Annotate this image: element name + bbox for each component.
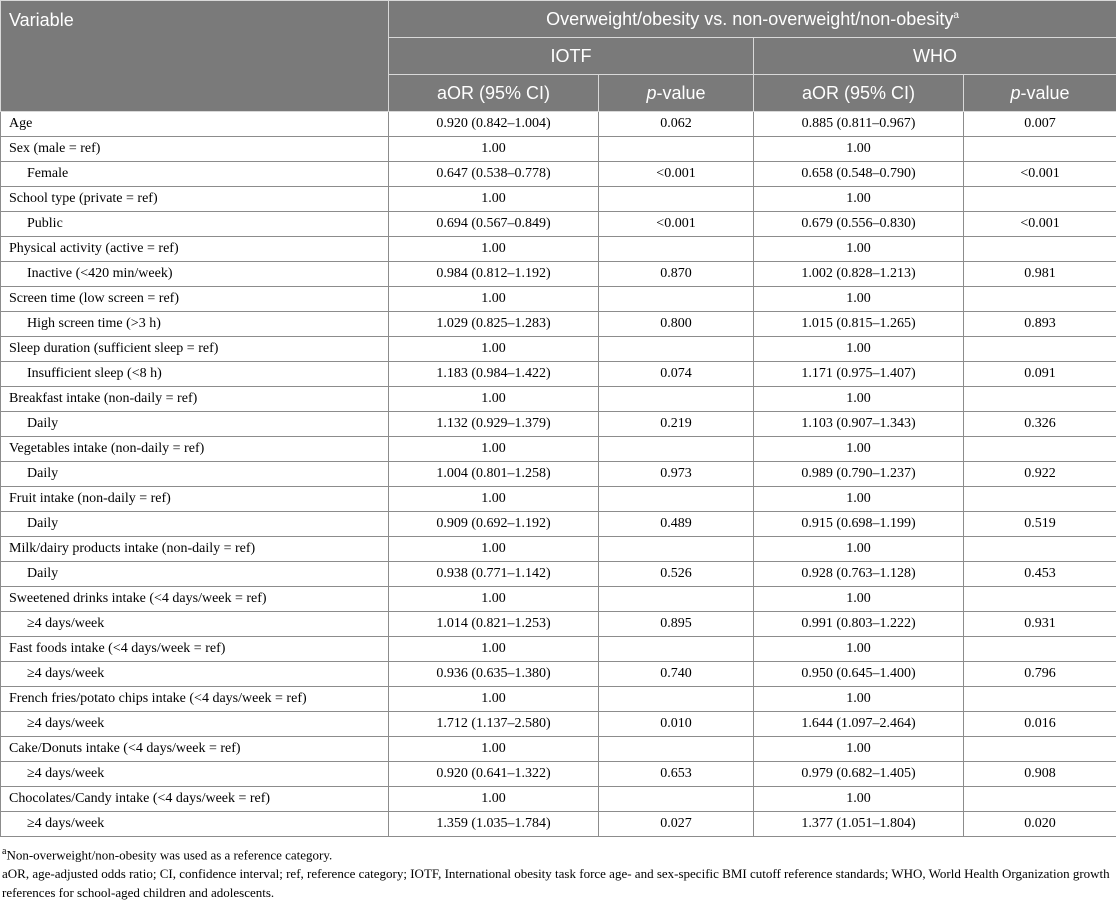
iotf-aor-cell: 1.00	[389, 437, 599, 462]
table-body	[1, 112, 1116, 837]
row-label: French fries/potato chips intake (<4 days/week = ref)	[1, 687, 389, 712]
row-label: Fast foods intake (<4 days/week = ref)	[1, 637, 389, 662]
who-aor-cell: 1.00	[754, 137, 964, 162]
iotf-aor-cell: 1.004 (0.801–1.258)	[389, 462, 599, 487]
footnote-a-mark: a	[2, 846, 7, 857]
who-aor-cell: 1.171 (0.975–1.407)	[754, 362, 964, 387]
who-p-cell	[964, 737, 1116, 762]
iotf-p-cell: <0.001	[599, 212, 754, 237]
iotf-p-cell: 0.219	[599, 412, 754, 437]
iotf-aor-cell: 0.647 (0.538–0.778)	[389, 162, 599, 187]
table-row	[1, 112, 1116, 137]
table-row	[1, 612, 1116, 637]
iotf-p-cell: <0.001	[599, 162, 754, 187]
iotf-aor-cell: 1.00	[389, 787, 599, 812]
who-aor-cell: 1.00	[754, 387, 964, 412]
who-p-cell: 0.908	[964, 762, 1116, 787]
row-label: Female	[1, 162, 389, 187]
footnote-marker: a	[953, 9, 959, 21]
iotf-aor-cell: 1.00	[389, 387, 599, 412]
who-aor-cell: 0.915 (0.698–1.199)	[754, 512, 964, 537]
table-row	[1, 337, 1116, 362]
footnote-a	[0, 842, 1116, 864]
who-header: WHO	[754, 38, 1116, 75]
row-label: Insufficient sleep (<8 h)	[1, 362, 389, 387]
table-row	[1, 237, 1116, 262]
group-title: Overweight/obesity vs. non-overweight/non-obesity	[546, 8, 954, 29]
who-p-cell: 0.981	[964, 262, 1116, 287]
who-p-cell	[964, 187, 1116, 212]
iotf-p-cell	[599, 187, 754, 212]
iotf-aor-cell: 1.00	[389, 737, 599, 762]
table-row	[1, 137, 1116, 162]
p-rest: -value	[656, 82, 706, 103]
who-p-cell	[964, 787, 1116, 812]
who-p-cell	[964, 487, 1116, 512]
table-row	[1, 212, 1116, 237]
iotf-aor-cell: 1.712 (1.137–2.580)	[389, 712, 599, 737]
row-label: Screen time (low screen = ref)	[1, 287, 389, 312]
who-p-cell	[964, 587, 1116, 612]
iotf-p-cell: 0.062	[599, 112, 754, 137]
row-label: Public	[1, 212, 389, 237]
iotf-aor-cell: 0.909 (0.692–1.192)	[389, 512, 599, 537]
who-aor-cell: 0.989 (0.790–1.237)	[754, 462, 964, 487]
who-p-cell: 0.893	[964, 312, 1116, 337]
iotf-aor-cell: 1.00	[389, 187, 599, 212]
table-row	[1, 437, 1116, 462]
iotf-aor-cell: 1.029 (0.825–1.283)	[389, 312, 599, 337]
who-p-cell	[964, 287, 1116, 312]
iotf-p-cell	[599, 487, 754, 512]
row-label: High screen time (>3 h)	[1, 312, 389, 337]
iotf-p-cell	[599, 237, 754, 262]
iotf-aor-cell: 1.359 (1.035–1.784)	[389, 812, 599, 837]
row-label: ≥4 days/week	[1, 762, 389, 787]
iotf-p-cell	[599, 337, 754, 362]
row-label: Daily	[1, 562, 389, 587]
iotf-aor-header: aOR (95% CI)	[389, 75, 599, 112]
iotf-aor-cell: 0.936 (0.635–1.380)	[389, 662, 599, 687]
iotf-p-cell	[599, 537, 754, 562]
table-row	[1, 812, 1116, 837]
who-p-cell	[964, 637, 1116, 662]
who-aor-cell: 1.00	[754, 637, 964, 662]
row-label: Sex (male = ref)	[1, 137, 389, 162]
iotf-aor-cell: 1.00	[389, 487, 599, 512]
iotf-p-cell: 0.489	[599, 512, 754, 537]
table-row	[1, 637, 1116, 662]
row-label: Fruit intake (non-daily = ref)	[1, 487, 389, 512]
row-label: School type (private = ref)	[1, 187, 389, 212]
iotf-p-cell: 0.027	[599, 812, 754, 837]
p-rest: -value	[1020, 82, 1070, 103]
who-aor-cell: 0.928 (0.763–1.128)	[754, 562, 964, 587]
iotf-aor-cell: 1.00	[389, 237, 599, 262]
who-aor-cell: 1.00	[754, 737, 964, 762]
iotf-p-cell	[599, 687, 754, 712]
iotf-aor-cell: 1.132 (0.929–1.379)	[389, 412, 599, 437]
iotf-aor-cell: 0.938 (0.771–1.142)	[389, 562, 599, 587]
who-aor-cell: 1.00	[754, 237, 964, 262]
who-aor-cell: 1.00	[754, 687, 964, 712]
table-row	[1, 487, 1116, 512]
row-label: ≥4 days/week	[1, 662, 389, 687]
row-label: Milk/dairy products intake (non-daily = ref)	[1, 537, 389, 562]
row-label: ≥4 days/week	[1, 812, 389, 837]
who-aor-cell: 0.679 (0.556–0.830)	[754, 212, 964, 237]
iotf-p-cell	[599, 287, 754, 312]
iotf-header: IOTF	[389, 38, 754, 75]
who-aor-cell: 1.00	[754, 337, 964, 362]
iotf-aor-cell: 1.00	[389, 337, 599, 362]
table-row	[1, 762, 1116, 787]
iotf-p-cell: 0.870	[599, 262, 754, 287]
row-label: Breakfast intake (non-daily = ref)	[1, 387, 389, 412]
who-p-cell: 0.020	[964, 812, 1116, 837]
row-label: Inactive (<420 min/week)	[1, 262, 389, 287]
row-label: Vegetables intake (non-daily = ref)	[1, 437, 389, 462]
iotf-p-cell: 0.740	[599, 662, 754, 687]
table-row	[1, 712, 1116, 737]
row-label: Daily	[1, 462, 389, 487]
iotf-p-cell: 0.653	[599, 762, 754, 787]
table-row	[1, 562, 1116, 587]
who-p-cell	[964, 537, 1116, 562]
table-row	[1, 662, 1116, 687]
row-label: Cake/Donuts intake (<4 days/week = ref)	[1, 737, 389, 762]
who-aor-cell: 1.015 (0.815–1.265)	[754, 312, 964, 337]
who-p-cell: 0.016	[964, 712, 1116, 737]
iotf-p-header	[599, 75, 754, 112]
row-label: Chocolates/Candy intake (<4 days/week = ref)	[1, 787, 389, 812]
who-p-cell	[964, 137, 1116, 162]
who-aor-cell: 0.885 (0.811–0.967)	[754, 112, 964, 137]
who-p-cell	[964, 687, 1116, 712]
footnote-a-text: Non-overweight/non-obesity was used as a reference category.	[6, 847, 333, 863]
p-italic: p	[1010, 82, 1021, 103]
who-p-cell: 0.519	[964, 512, 1116, 537]
table-row	[1, 387, 1116, 412]
iotf-aor-cell: 0.920 (0.641–1.322)	[389, 762, 599, 787]
iotf-aor-cell: 0.920 (0.842–1.004)	[389, 112, 599, 137]
who-aor-cell: 1.00	[754, 487, 964, 512]
iotf-aor-cell: 1.00	[389, 637, 599, 662]
who-p-cell: 0.326	[964, 412, 1116, 437]
table-row	[1, 462, 1116, 487]
iotf-aor-cell: 1.00	[389, 537, 599, 562]
p-italic: p	[646, 82, 657, 103]
group-header	[389, 1, 1116, 38]
who-p-cell	[964, 387, 1116, 412]
iotf-p-cell: 0.895	[599, 612, 754, 637]
who-aor-cell: 0.991 (0.803–1.222)	[754, 612, 964, 637]
iotf-p-cell	[599, 787, 754, 812]
who-p-cell	[964, 437, 1116, 462]
who-aor-cell: 1.00	[754, 537, 964, 562]
iotf-p-cell	[599, 437, 754, 462]
table-row	[1, 787, 1116, 812]
iotf-aor-cell: 0.984 (0.812–1.192)	[389, 262, 599, 287]
iotf-p-cell	[599, 637, 754, 662]
iotf-p-cell: 0.526	[599, 562, 754, 587]
who-p-cell: <0.001	[964, 162, 1116, 187]
who-aor-cell: 0.950 (0.645–1.400)	[754, 662, 964, 687]
iotf-aor-cell: 1.00	[389, 137, 599, 162]
who-aor-cell: 1.644 (1.097–2.464)	[754, 712, 964, 737]
table-row	[1, 162, 1116, 187]
table-row	[1, 537, 1116, 562]
row-label: Sleep duration (sufficient sleep = ref)	[1, 337, 389, 362]
who-p-cell: <0.001	[964, 212, 1116, 237]
iotf-aor-cell: 0.694 (0.567–0.849)	[389, 212, 599, 237]
who-aor-cell: 1.377 (1.051–1.804)	[754, 812, 964, 837]
who-aor-cell: 1.00	[754, 187, 964, 212]
row-label: ≥4 days/week	[1, 612, 389, 637]
table-row	[1, 262, 1116, 287]
row-label: Age	[1, 112, 389, 137]
table-row	[1, 187, 1116, 212]
table-header	[1, 1, 1116, 112]
iotf-aor-cell: 1.014 (0.821–1.253)	[389, 612, 599, 637]
iotf-p-cell	[599, 137, 754, 162]
who-aor-cell: 0.979 (0.682–1.405)	[754, 762, 964, 787]
who-aor-cell: 1.103 (0.907–1.343)	[754, 412, 964, 437]
who-aor-cell: 1.00	[754, 437, 964, 462]
who-p-cell: 0.007	[964, 112, 1116, 137]
row-label: Daily	[1, 512, 389, 537]
row-label: Physical activity (active = ref)	[1, 237, 389, 262]
table-row	[1, 362, 1116, 387]
iotf-p-cell: 0.010	[599, 712, 754, 737]
who-aor-cell: 1.00	[754, 587, 964, 612]
iotf-p-cell: 0.973	[599, 462, 754, 487]
iotf-aor-cell: 1.00	[389, 587, 599, 612]
row-label: Daily	[1, 412, 389, 437]
footnote-abbreviations: aOR, age-adjusted odds ratio; CI, confidence interval; ref, reference category; IOTF, International obesity task force age- and sex-specific BMI cutoff reference standards; WHO, World Health Organization growth references for school-aged children and adolescents.	[2, 866, 1110, 901]
who-p-cell: 0.453	[964, 562, 1116, 587]
iotf-aor-cell: 1.183 (0.984–1.422)	[389, 362, 599, 387]
table-row	[1, 412, 1116, 437]
who-aor-cell: 1.00	[754, 287, 964, 312]
row-label: ≥4 days/week	[1, 712, 389, 737]
who-aor-cell: 1.002 (0.828–1.213)	[754, 262, 964, 287]
table-row	[1, 287, 1116, 312]
table-row	[1, 737, 1116, 762]
who-aor-header: aOR (95% CI)	[754, 75, 964, 112]
row-label: Sweetened drinks intake (<4 days/week = ref)	[1, 587, 389, 612]
variable-header: Variable	[1, 1, 389, 112]
iotf-aor-cell: 1.00	[389, 287, 599, 312]
table-row	[1, 512, 1116, 537]
iotf-p-cell: 0.074	[599, 362, 754, 387]
who-p-cell	[964, 337, 1116, 362]
table-row	[1, 687, 1116, 712]
who-p-cell: 0.922	[964, 462, 1116, 487]
iotf-p-cell	[599, 587, 754, 612]
iotf-p-cell: 0.800	[599, 312, 754, 337]
who-p-cell: 0.796	[964, 662, 1116, 687]
who-p-cell	[964, 237, 1116, 262]
table-row	[1, 587, 1116, 612]
who-aor-cell: 0.658 (0.548–0.790)	[754, 162, 964, 187]
iotf-p-cell	[599, 737, 754, 762]
who-p-header	[964, 75, 1116, 112]
who-p-cell: 0.931	[964, 612, 1116, 637]
iotf-aor-cell: 1.00	[389, 687, 599, 712]
table-row	[1, 312, 1116, 337]
iotf-p-cell	[599, 387, 754, 412]
who-aor-cell: 1.00	[754, 787, 964, 812]
who-p-cell: 0.091	[964, 362, 1116, 387]
